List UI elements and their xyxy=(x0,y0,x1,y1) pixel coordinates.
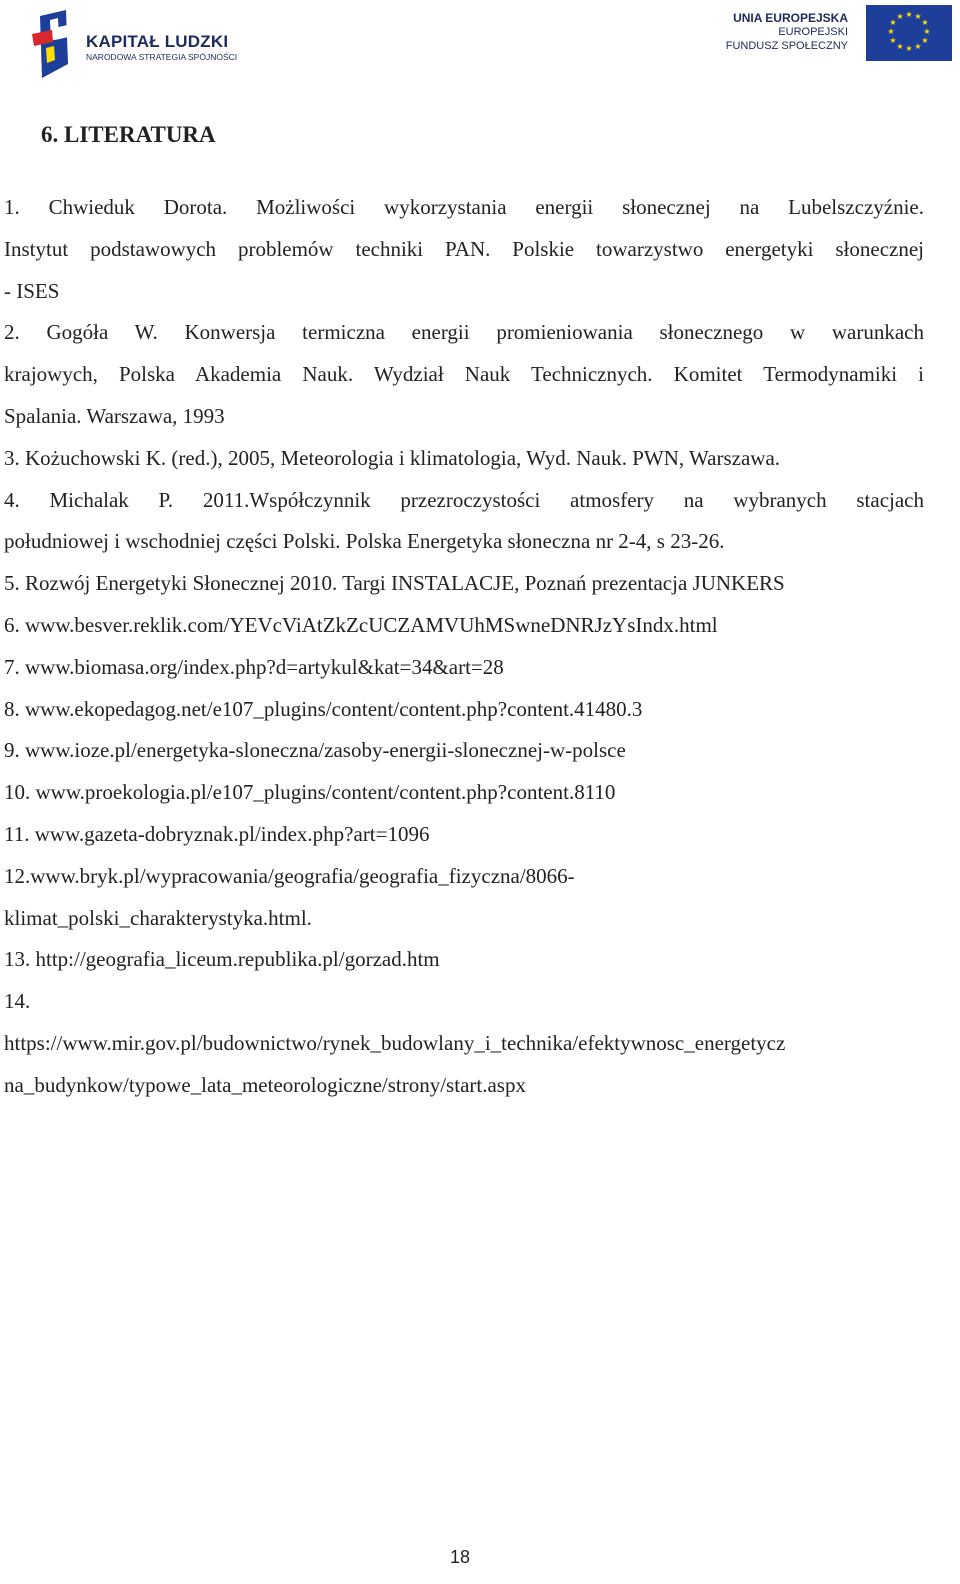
eu-flag-icon xyxy=(866,5,952,61)
reference-line: 8. www.ekopedagog.net/e107_plugins/content/content.php?content.41480.3 xyxy=(4,696,643,721)
eu-line1: UNIA EUROPEJSKA xyxy=(733,11,848,25)
reference-line: 6. www.besver.reklik.com/YEVcViAtZkZcUCZAMVUhMSwneDNRJzYsIndx.html xyxy=(4,612,718,637)
svg-text:★: ★ xyxy=(896,42,904,51)
reference-line: 12.www.bryk.pl/wypracowania/geografia/geografia_fizyczna/8066- xyxy=(4,863,575,888)
reference-line: krajowych, Polska Akademia Nauk. Wydział Nauk Technicznych. Komitet Termodynamiki i xyxy=(4,362,924,387)
reference-line: 2. Gogóła W. Konwersja termiczna energii promieniowania słonecznego w warunkach xyxy=(4,320,924,345)
svg-text:★: ★ xyxy=(887,27,895,36)
reference-line: 5. Rozwój Energetyki Słonecznej 2010. Targi INSTALACJE, Poznań prezentacja JUNKERS xyxy=(4,571,785,596)
reference-line: https://www.mir.gov.pl/budownictwo/rynek_budowlany_i_technika/efektywnosc_energetycz xyxy=(4,1030,786,1055)
document-body xyxy=(4,112,924,1107)
svg-text:★: ★ xyxy=(896,12,904,21)
reference-line: 7. www.biomasa.org/index.php?d=artykul&kat=34&art=28 xyxy=(4,654,504,679)
svg-text:★: ★ xyxy=(889,36,897,45)
svg-text:★: ★ xyxy=(921,36,929,45)
reference-line: - ISES xyxy=(4,278,60,303)
svg-text:★: ★ xyxy=(889,18,897,27)
reference-line: Instytut podstawowych problemów techniki PAN. Polskie towarzystwo energetyki słonecznej xyxy=(4,236,924,261)
reference-line: 3. Kożuchowski K. (red.), 2005, Meteorologia i klimatologia, Wyd. Nauk. PWN, Warszawa. xyxy=(4,445,781,470)
svg-text:★: ★ xyxy=(914,12,922,21)
eu-logo-text xyxy=(726,11,848,53)
reference-line: na_budynkow/typowe_lata_meteorologiczne/strony/start.aspx xyxy=(4,1072,526,1097)
reference-list xyxy=(4,187,924,1107)
svg-text:★: ★ xyxy=(921,18,929,27)
reference-line: 11. www.gazeta-dobryznak.pl/index.php?art=1096 xyxy=(4,821,430,846)
svg-text:★: ★ xyxy=(923,27,931,36)
svg-text:★: ★ xyxy=(914,42,922,51)
page-header xyxy=(0,0,960,90)
reference-line: południowej i wschodniej części Polski. Polska Energetyka słoneczna nr 2-4, s 23-26. xyxy=(4,529,725,554)
kapital-ludzki-subtitle: NARODOWA STRATEGIA SPÓJNOŚCI xyxy=(86,52,238,62)
section-title: 6. LITERATURA xyxy=(41,122,216,147)
eu-line2: EUROPEJSKI xyxy=(778,26,848,38)
reference-line: 9. www.ioze.pl/energetyka-sloneczna/zasoby-energii-slonecznej-w-polsce xyxy=(4,738,626,763)
reference-line: Spalania. Warszawa, 1993 xyxy=(4,403,225,428)
reference-line: 10. www.proekologia.pl/e107_plugins/content/content.php?content.8110 xyxy=(4,780,616,805)
reference-line: 4. Michalak P. 2011.Współczynnik przezroczystości atmosfery na wybranych stacjach xyxy=(4,487,924,512)
reference-line: 1. Chwieduk Dorota. Możliwości wykorzystania energii słonecznej na Lubelszczyźnie. xyxy=(4,195,924,219)
eu-line3: FUNDUSZ SPOŁECZNY xyxy=(725,40,848,52)
svg-text:★: ★ xyxy=(905,10,913,19)
kapital-ludzki-title: KAPITAŁ LUDZKI xyxy=(86,32,229,51)
page-number: 18 xyxy=(449,1547,471,1567)
reference-line: 14. xyxy=(4,989,31,1014)
svg-text:★: ★ xyxy=(905,44,913,53)
reference-line: klimat_polski_charakterystyka.html. xyxy=(4,905,312,930)
reference-line: 13. http://geografia_liceum.republika.pl/gorzad.htm xyxy=(4,947,440,972)
